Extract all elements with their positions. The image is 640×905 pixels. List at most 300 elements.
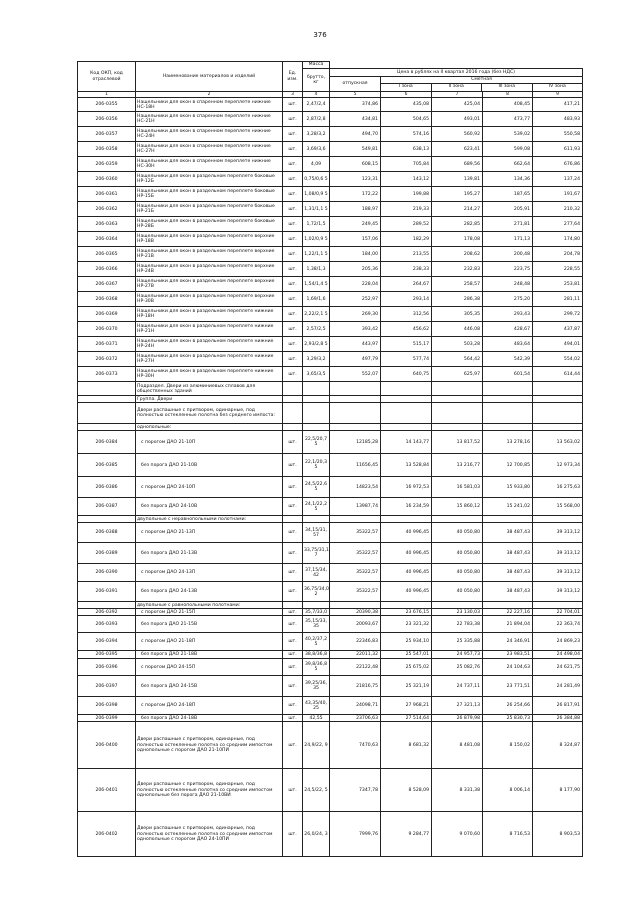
row-code: 206-0389	[78, 543, 136, 564]
row-price-zone-1: 182,29	[381, 232, 432, 247]
row-price-zone-2: 40 050,80	[432, 564, 483, 582]
row-mass: 1,31/1,1 5	[303, 202, 330, 217]
row-mass: 37,15/34, 42	[303, 564, 330, 582]
row-price-release: 11656,45	[330, 454, 381, 477]
table-row	[78, 127, 583, 142]
row-mass: 3,28/3,2	[303, 127, 330, 142]
row-price-release: 374,86	[330, 98, 381, 112]
row-name: Нащельники для окон в раздельном переплете боковые НР-21Б	[136, 202, 283, 217]
row-code: 206-0362	[78, 202, 136, 217]
row-price-zone-1	[381, 602, 432, 609]
row-mass	[303, 424, 330, 431]
row-price-zone-3: 38 487,43	[483, 582, 533, 602]
row-mass: 0,75/0,6 5	[303, 172, 330, 187]
row-price-zone-3	[483, 396, 533, 403]
row-price-zone-1: 293,14	[381, 292, 432, 307]
row-price-zone-2: 425,04	[432, 98, 483, 112]
row-name: Нащельники для окон в раздельном переплете верхние НР-18В	[136, 232, 283, 247]
row-price-zone-2: 564,42	[432, 352, 483, 367]
row-unit: шт.	[283, 157, 303, 172]
row-unit: шт.	[283, 616, 303, 633]
row-name: Нащельники для окон в спаренном переплете нижние НС-27Н	[136, 142, 283, 157]
row-price-zone-3: 293,43	[483, 307, 533, 322]
row-price-zone-2: 178,08	[432, 232, 483, 247]
section-row	[78, 424, 583, 431]
row-price-zone-4: 137,24	[533, 172, 583, 187]
row-code: 206-0385	[78, 454, 136, 477]
row-price-zone-3	[483, 382, 533, 396]
row-mass: 1,72/1,5	[303, 217, 330, 232]
row-price-zone-2	[432, 382, 483, 396]
row-price-zone-2: 560,92	[432, 127, 483, 142]
table-row	[78, 157, 583, 172]
row-price-zone-3: 8 716,53	[483, 812, 533, 857]
row-name: с порогом ДАО 24-13П	[136, 564, 283, 582]
row-mass: 35,15/33, 35	[303, 616, 330, 633]
row-mass: 2,87/2,8	[303, 112, 330, 127]
table-row	[78, 98, 583, 112]
header-mass: брутто, кг	[303, 69, 330, 92]
row-name: Нащельники для окон в спаренном переплете нижние НС-30Н	[136, 157, 283, 172]
row-name: Нащельники для окон в раздельном переплете нижние НР-18Н	[136, 307, 283, 322]
row-price-zone-4: 8 324,87	[533, 722, 583, 769]
row-name: Нащельники для окон в раздельном переплете нижние НР-21Н	[136, 322, 283, 337]
row-price-zone-2: 13 216,77	[432, 454, 483, 477]
table-row	[78, 142, 583, 157]
row-unit	[283, 396, 303, 403]
row-price-zone-3: 12 700,85	[483, 454, 533, 477]
row-price-release: 14823,54	[330, 477, 381, 498]
row-price-zone-2: 689,56	[432, 157, 483, 172]
row-price-zone-4: 24 281,49	[533, 676, 583, 697]
row-price-zone-2: 493,01	[432, 112, 483, 127]
table-row	[78, 651, 583, 659]
row-unit	[283, 602, 303, 609]
row-mass: 22,5/20,7 5	[303, 431, 330, 454]
table-row	[78, 322, 583, 337]
row-code: 206-0395	[78, 651, 136, 659]
row-unit: шт.	[283, 498, 303, 516]
row-price-release	[330, 516, 381, 523]
row-mass: 36,75/34,0 2	[303, 582, 330, 602]
row-code: 206-0401	[78, 769, 136, 812]
row-name: двупольные с неравнопольными полотнами:	[136, 516, 283, 523]
table-row	[78, 523, 583, 543]
row-price-release: 7999,76	[330, 812, 381, 857]
row-price-zone-3: 539,02	[483, 127, 533, 142]
row-name: без порога ДАО 24-13В	[136, 582, 283, 602]
row-code: 206-0367	[78, 277, 136, 292]
column-index: 1	[78, 92, 136, 98]
row-price-release: 249,45	[330, 217, 381, 232]
row-price-zone-4: 253,81	[533, 277, 583, 292]
row-code: 206-0394	[78, 633, 136, 651]
row-price-zone-4: 16 275,63	[533, 477, 583, 498]
row-unit	[283, 403, 303, 424]
row-name: без порога ДАО 24-15В	[136, 676, 283, 697]
row-price-zone-4: 281,11	[533, 292, 583, 307]
row-code	[78, 602, 136, 609]
row-price-zone-4: 15 568,00	[533, 498, 583, 516]
row-price-zone-2: 214,27	[432, 202, 483, 217]
row-name: Нащельники для окон в раздельном переплете верхние НР-24В	[136, 262, 283, 277]
row-price-zone-4: 24 621,75	[533, 659, 583, 676]
row-price-zone-2: 305,35	[432, 307, 483, 322]
row-code: 206-0373	[78, 367, 136, 382]
row-price-release: 188,97	[330, 202, 381, 217]
row-mass: 4,09	[303, 157, 330, 172]
table-row	[78, 676, 583, 697]
row-unit: шт.	[283, 609, 303, 616]
row-mass	[303, 516, 330, 523]
table-row	[78, 722, 583, 769]
row-code: 206-0355	[78, 98, 136, 112]
row-price-zone-1: 199,88	[381, 187, 432, 202]
row-price-zone-2: 258,57	[432, 277, 483, 292]
row-price-zone-4: 277,64	[533, 217, 583, 232]
row-price-zone-3: 271,81	[483, 217, 533, 232]
row-unit: шт.	[283, 676, 303, 697]
row-unit	[283, 516, 303, 523]
row-name: Группа. Двери	[136, 396, 283, 403]
row-name: Нащельники для окон в спаренном переплете нижние НС-18Н	[136, 98, 283, 112]
row-price-release: 35322,57	[330, 543, 381, 564]
row-price-zone-3: 599,08	[483, 142, 533, 157]
row-mass: 40,2/37,2 5	[303, 633, 330, 651]
row-price-zone-3: 473,77	[483, 112, 533, 127]
row-price-zone-3: 25 830,73	[483, 715, 533, 722]
row-unit: шт.	[283, 564, 303, 582]
row-mass: 3,29/3,2	[303, 352, 330, 367]
row-price-zone-3: 24 104,63	[483, 659, 533, 676]
row-price-release: 22122,48	[330, 659, 381, 676]
header-release: отпускная	[330, 77, 381, 92]
row-unit: шт.	[283, 352, 303, 367]
row-mass: 1,69/1,6	[303, 292, 330, 307]
row-price-zone-1: 640,75	[381, 367, 432, 382]
header-zone-3: III зона	[482, 84, 533, 91]
row-name: Нащельники для окон в раздельном переплете боковые НР-12Б	[136, 172, 283, 187]
row-price-zone-3: 248,48	[483, 277, 533, 292]
row-price-zone-3	[483, 424, 533, 431]
row-price-zone-1: 219,33	[381, 202, 432, 217]
table-row	[78, 609, 583, 616]
row-unit: шт.	[283, 523, 303, 543]
row-code: 206-0384	[78, 431, 136, 454]
row-price-zone-4: 24 869,23	[533, 633, 583, 651]
row-mass	[303, 602, 330, 609]
row-price-zone-4	[533, 516, 583, 523]
section-row	[78, 396, 583, 403]
row-mass: 2,57/2,5	[303, 322, 330, 337]
row-price-zone-3: 8 150,02	[483, 722, 533, 769]
header-spacer	[330, 62, 583, 69]
row-price-release: 24098,71	[330, 697, 381, 715]
row-unit: шт.	[283, 322, 303, 337]
row-price-release: 393,42	[330, 322, 381, 337]
row-mass: 1,54/1,4 5	[303, 277, 330, 292]
row-price-release: 123,31	[330, 172, 381, 187]
row-mass: 34,15/31, 57	[303, 523, 330, 543]
row-price-zone-1: 23 321,32	[381, 616, 432, 633]
row-name: без порога ДАО 24-18В	[136, 715, 283, 722]
column-index: 9	[533, 92, 583, 98]
row-price-zone-2: 26 879,98	[432, 715, 483, 722]
table-row	[78, 352, 583, 367]
row-unit	[283, 382, 303, 396]
row-price-zone-3: 601,54	[483, 367, 533, 382]
row-price-zone-3: 38 487,43	[483, 564, 533, 582]
row-name: с порогом ДАО 24-15П	[136, 659, 283, 676]
row-price-release	[330, 382, 381, 396]
row-name: Нащельники для окон в раздельном переплете нижние НР-30Н	[136, 367, 283, 382]
row-price-release: 443,97	[330, 337, 381, 352]
section-row	[78, 382, 583, 396]
table-row	[78, 715, 583, 722]
row-price-zone-2: 15 860,12	[432, 498, 483, 516]
row-price-zone-3: 22 227,16	[483, 609, 533, 616]
row-code: 206-0357	[78, 127, 136, 142]
row-price-release	[330, 424, 381, 431]
row-price-release: 552,07	[330, 367, 381, 382]
section-row	[78, 516, 583, 523]
table-row	[78, 337, 583, 352]
row-code: 206-0363	[78, 217, 136, 232]
row-price-zone-2	[432, 602, 483, 609]
row-code: 206-0359	[78, 157, 136, 172]
row-unit: шт.	[283, 477, 303, 498]
table-row	[78, 172, 583, 187]
header-unit: Ед. изм.	[283, 62, 303, 92]
row-name: двупольные с равнопольными полотнами:	[136, 602, 283, 609]
table-row	[78, 262, 583, 277]
row-unit: шт.	[283, 172, 303, 187]
row-mass: 22,1/20,3 5	[303, 454, 330, 477]
row-code: 206-0370	[78, 322, 136, 337]
row-price-zone-3: 275,20	[483, 292, 533, 307]
row-name: с порогом ДАО 24-18П	[136, 697, 283, 715]
row-unit: шт.	[283, 367, 303, 382]
row-price-zone-2: 625,97	[432, 367, 483, 382]
row-price-zone-2	[432, 424, 483, 431]
row-price-zone-2: 27 321,13	[432, 697, 483, 715]
table-row	[78, 247, 583, 262]
row-price-release: 497,79	[330, 352, 381, 367]
row-code: 206-0366	[78, 262, 136, 277]
row-price-release: 184,00	[330, 247, 381, 262]
row-price-release: 434,81	[330, 112, 381, 127]
row-mass: 3,69/3,6	[303, 142, 330, 157]
row-unit: шт.	[283, 127, 303, 142]
row-unit: шт.	[283, 543, 303, 564]
table-row	[78, 292, 583, 307]
row-unit: шт.	[283, 337, 303, 352]
row-price-release: 172,22	[330, 187, 381, 202]
row-price-zone-1: 213,55	[381, 247, 432, 262]
row-price-zone-2: 282,85	[432, 217, 483, 232]
row-unit: шт.	[283, 202, 303, 217]
row-price-zone-2: 208,62	[432, 247, 483, 262]
row-price-zone-2: 9 070,60	[432, 812, 483, 857]
table-row	[78, 582, 583, 602]
row-price-zone-1: 638,13	[381, 142, 432, 157]
row-price-zone-2: 446,08	[432, 322, 483, 337]
header-zone-2: II зона	[432, 84, 483, 91]
row-price-zone-3: 26 254,66	[483, 697, 533, 715]
row-price-zone-1: 8 528,09	[381, 769, 432, 812]
row-price-release: 252,97	[330, 292, 381, 307]
row-mass: 24,9/22, 9	[303, 722, 330, 769]
row-price-release: 35322,57	[330, 523, 381, 543]
header-zone-1: I зона	[381, 84, 432, 91]
row-price-zone-1: 25 321,19	[381, 676, 432, 697]
row-price-zone-1: 16 972,53	[381, 477, 432, 498]
row-price-zone-4: 174,80	[533, 232, 583, 247]
table-row	[78, 543, 583, 564]
row-price-zone-2: 40 050,80	[432, 543, 483, 564]
row-mass: 35,7/33,0	[303, 609, 330, 616]
row-price-zone-2: 8 481,08	[432, 722, 483, 769]
row-price-zone-4	[533, 396, 583, 403]
row-name: без порога ДАО 21-10В	[136, 454, 283, 477]
row-name: Нащельники для окон в раздельном переплете верхние НР-21В	[136, 247, 283, 262]
row-price-zone-3: 21 894,04	[483, 616, 533, 633]
column-index: 8	[483, 92, 533, 98]
row-unit: шт.	[283, 659, 303, 676]
row-code	[78, 382, 136, 396]
row-price-zone-4: 22 363,74	[533, 616, 583, 633]
row-price-release: 35322,57	[330, 582, 381, 602]
row-code: 206-0387	[78, 498, 136, 516]
row-price-zone-4: 494,01	[533, 337, 583, 352]
row-unit: шт.	[283, 142, 303, 157]
row-mass	[303, 396, 330, 403]
row-price-zone-1: 40 996,45	[381, 523, 432, 543]
row-price-zone-1: 238,33	[381, 262, 432, 277]
row-code: 206-0360	[78, 172, 136, 187]
row-price-zone-3: 662,64	[483, 157, 533, 172]
row-price-zone-4: 554,02	[533, 352, 583, 367]
row-price-zone-1: 143,12	[381, 172, 432, 187]
row-price-zone-3: 24 346,91	[483, 633, 533, 651]
row-price-zone-2: 40 050,80	[432, 523, 483, 543]
row-price-zone-4: 437,87	[533, 322, 583, 337]
row-price-release: 494,70	[330, 127, 381, 142]
row-price-zone-1: 13 528,84	[381, 454, 432, 477]
row-price-zone-1: 8 681,32	[381, 722, 432, 769]
row-mass: 1,22/1,1 5	[303, 247, 330, 262]
row-price-zone-3: 428,67	[483, 322, 533, 337]
row-code: 206-0368	[78, 292, 136, 307]
header-estimate: Сметная	[381, 77, 582, 84]
row-name: без порога ДАО 21-15В	[136, 616, 283, 633]
row-name: Нащельники для окон в раздельном переплете боковые НР-15Б	[136, 187, 283, 202]
page-number: 376	[313, 31, 327, 39]
row-price-release: 608,15	[330, 157, 381, 172]
row-name: с порогом ДАО 24-10П	[136, 477, 283, 498]
row-code: 206-0386	[78, 477, 136, 498]
row-price-zone-1: 705,84	[381, 157, 432, 172]
row-price-zone-4: 210,32	[533, 202, 583, 217]
row-unit: шт.	[283, 112, 303, 127]
row-price-zone-3: 38 487,43	[483, 523, 533, 543]
row-unit: шт.	[283, 454, 303, 477]
row-name: Нащельники для окон в спаренном переплете нижние НС-21Н	[136, 112, 283, 127]
row-price-zone-3: 223,75	[483, 262, 533, 277]
row-price-zone-2: 13 817,52	[432, 431, 483, 454]
row-code: 206-0361	[78, 187, 136, 202]
row-price-zone-1: 574,16	[381, 127, 432, 142]
table-row	[78, 564, 583, 582]
row-price-zone-3: 205,91	[483, 202, 533, 217]
row-price-release: 22346,83	[330, 633, 381, 651]
row-price-zone-4	[533, 382, 583, 396]
row-price-release: 20093,67	[330, 616, 381, 633]
row-code	[78, 403, 136, 424]
table-row	[78, 812, 583, 857]
row-price-zone-3	[483, 602, 533, 609]
row-unit: шт.	[283, 292, 303, 307]
row-price-release	[330, 602, 381, 609]
header-mass-top: Масса	[303, 62, 330, 69]
row-price-zone-3: 542,39	[483, 352, 533, 367]
row-price-zone-1: 25 547,01	[381, 651, 432, 659]
row-code: 206-0372	[78, 352, 136, 367]
row-mass	[303, 403, 330, 424]
column-index: 4	[303, 92, 330, 98]
row-price-release: 7347,78	[330, 769, 381, 812]
row-price-release: 269,30	[330, 307, 381, 322]
row-price-release: 228,04	[330, 277, 381, 292]
row-price-zone-3	[483, 516, 533, 523]
row-price-zone-3: 408,45	[483, 98, 533, 112]
row-price-release: 205,36	[330, 262, 381, 277]
row-price-zone-1: 27 968,21	[381, 697, 432, 715]
row-name: Двери распашные с притвором, одинарные, под полностью остекленные полотна со средним импостом однопольные без порога ДАО 21-10ВИ	[136, 769, 283, 812]
row-price-zone-2: 25 335,88	[432, 633, 483, 651]
row-price-zone-4: 13 563,02	[533, 431, 583, 454]
table-row	[78, 633, 583, 651]
row-price-zone-4: 417,21	[533, 98, 583, 112]
table-row	[78, 454, 583, 477]
row-code	[78, 396, 136, 403]
row-price-zone-4: 191,67	[533, 187, 583, 202]
row-unit: шт.	[283, 217, 303, 232]
row-price-zone-2: 23 130,03	[432, 609, 483, 616]
header-estimate-group	[381, 77, 583, 92]
row-code: 206-0398	[78, 697, 136, 715]
row-unit: шт.	[283, 722, 303, 769]
row-price-release: 12185,28	[330, 431, 381, 454]
row-price-zone-4: 39 313,12	[533, 543, 583, 564]
row-name: Подраздел. Двери из алюминиевых сплавов для общественных зданий	[136, 382, 283, 396]
row-price-zone-1: 9 284,77	[381, 812, 432, 857]
row-price-zone-3: 171,13	[483, 232, 533, 247]
row-price-zone-2: 25 082,76	[432, 659, 483, 676]
row-price-zone-4	[533, 602, 583, 609]
header-code: Код ОКП, код отраслевой	[78, 62, 136, 92]
row-price-zone-3: 15 241,02	[483, 498, 533, 516]
row-code: 206-0371	[78, 337, 136, 352]
row-price-zone-4: 483,93	[533, 112, 583, 127]
table-row	[78, 659, 583, 676]
table-row	[78, 217, 583, 232]
row-price-zone-4: 8 903,53	[533, 812, 583, 857]
row-name: Двери распашные с притвором, одинарные, под полностью остекленные полотна со средним импостом однопольные с порогом ДАО 24-10ПИ	[136, 812, 283, 857]
row-mass: 33,75/31,1 7	[303, 543, 330, 564]
row-price-zone-1: 23 676,15	[381, 609, 432, 616]
table-row	[78, 232, 583, 247]
